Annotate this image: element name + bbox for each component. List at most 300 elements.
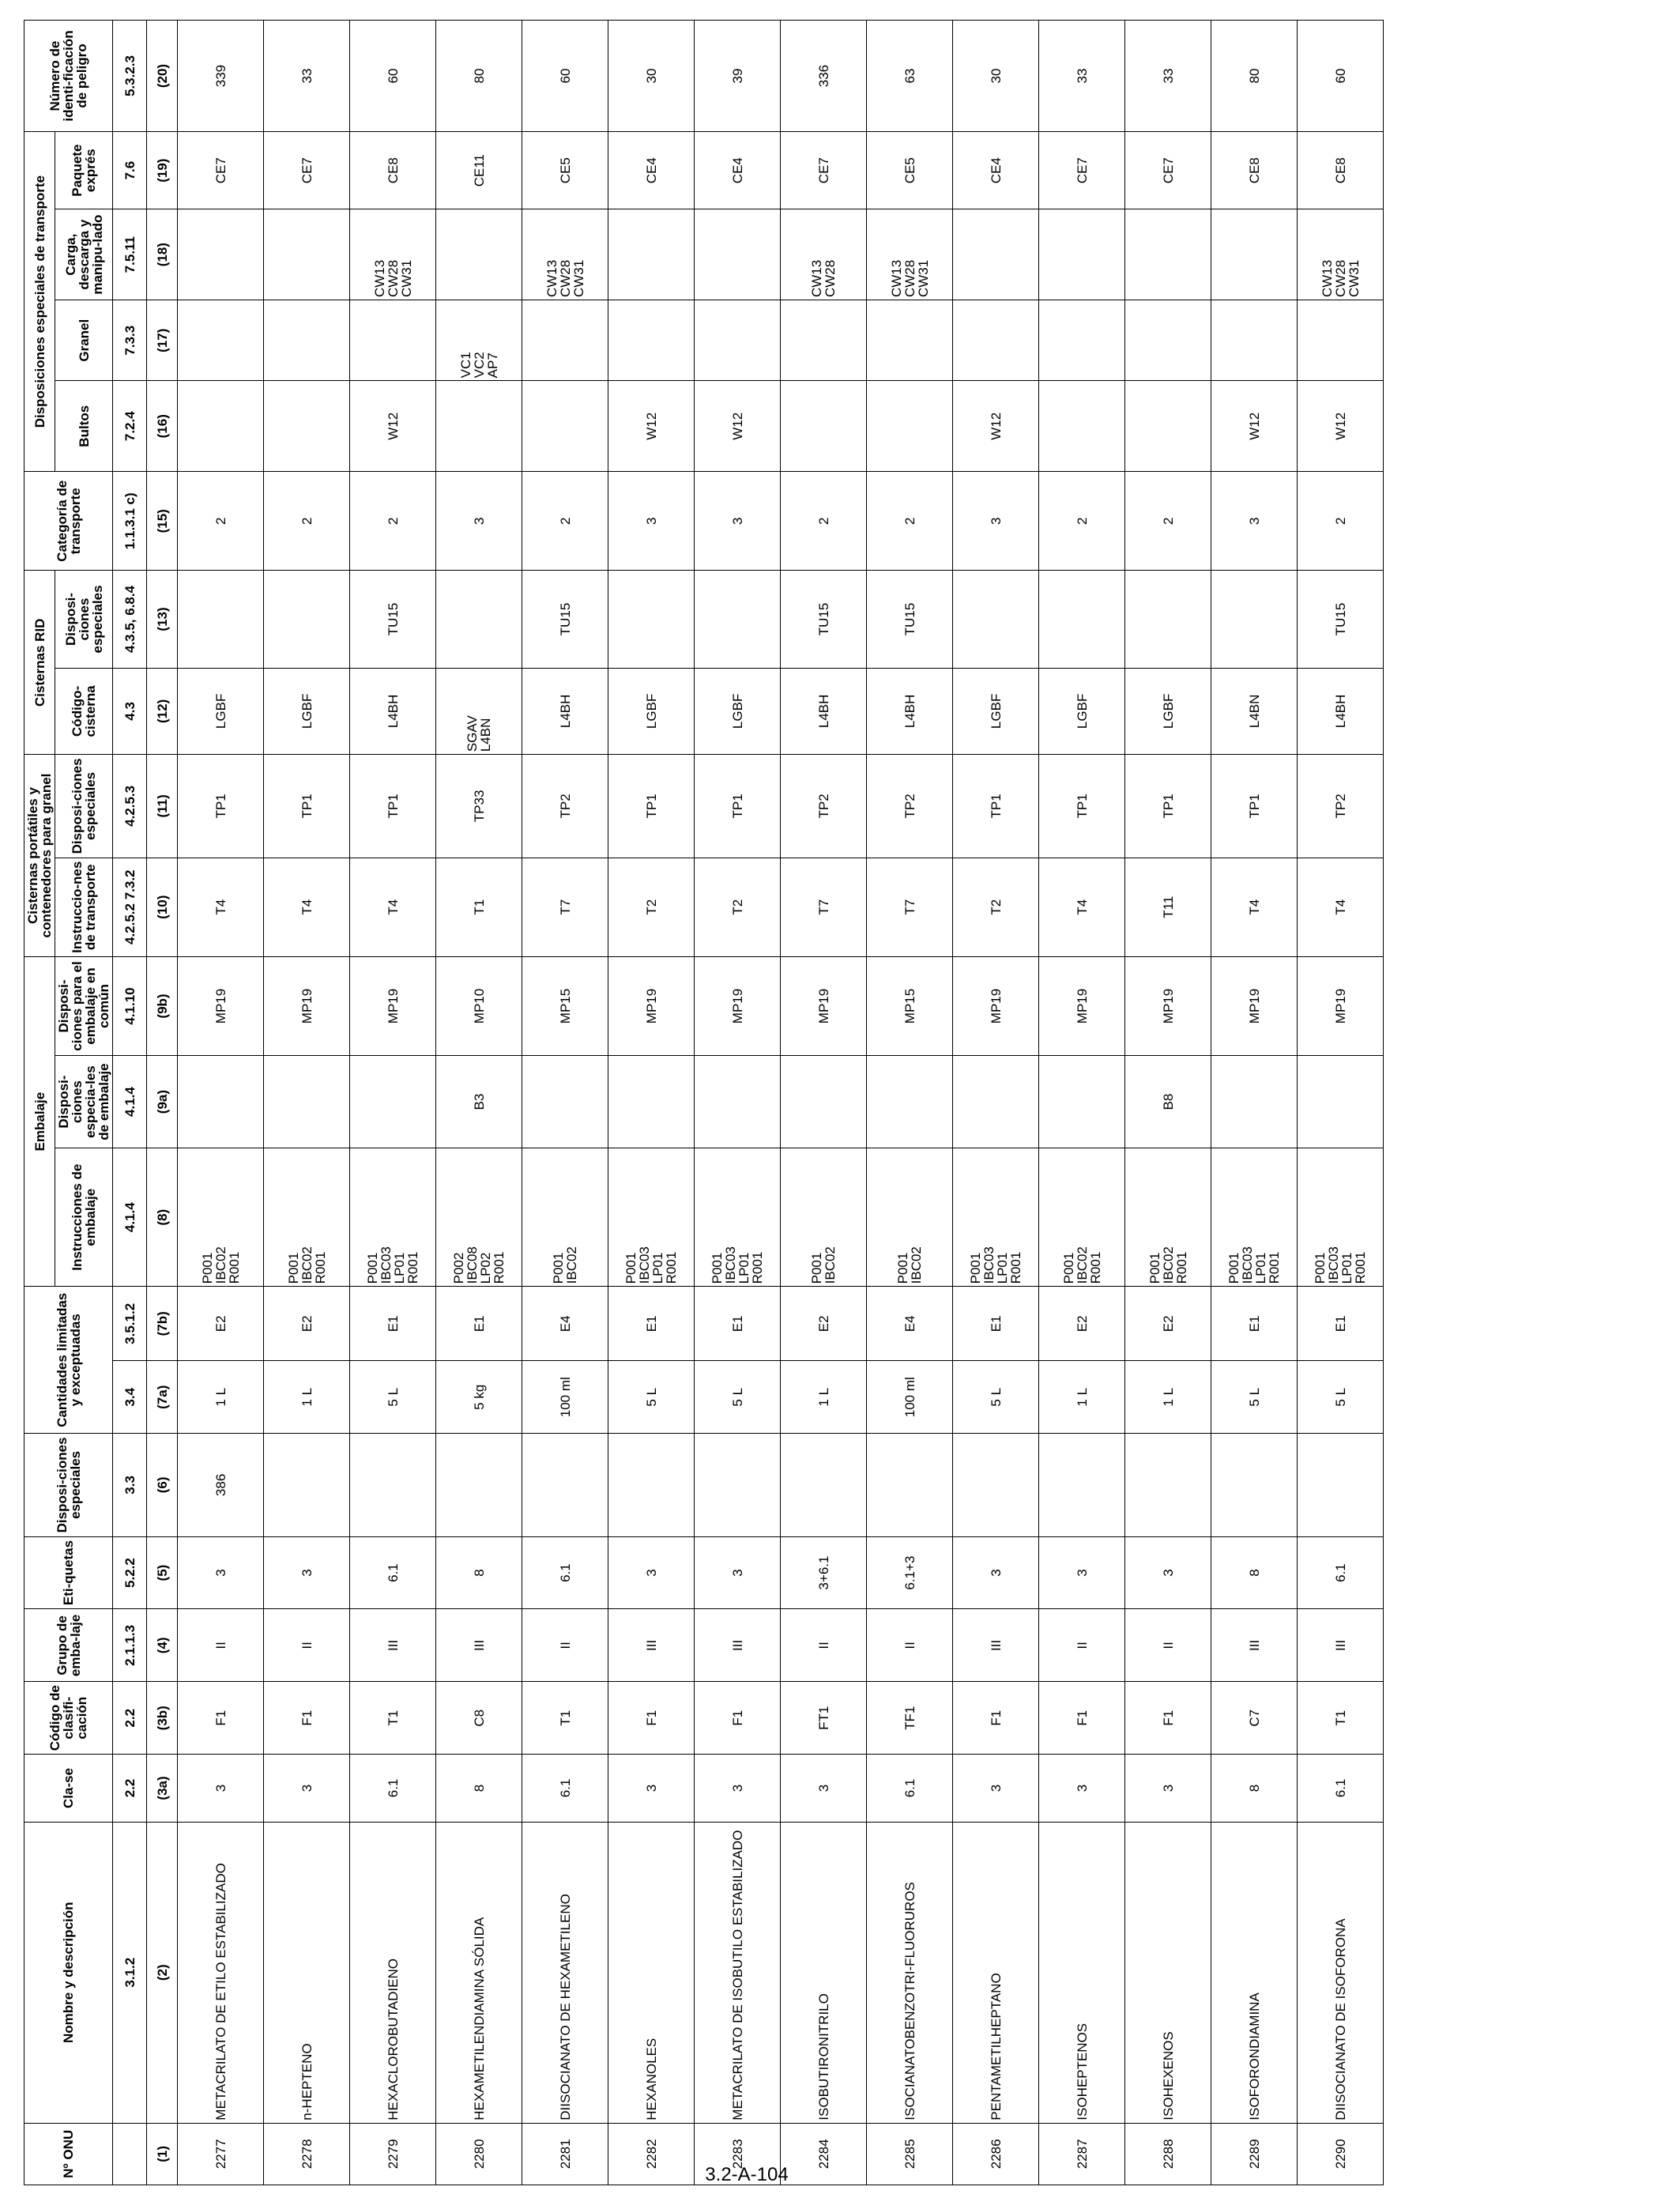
table-cell <box>350 1434 436 1536</box>
rotated-table-container <box>24 20 1368 2185</box>
table-row <box>264 21 350 2185</box>
name-cell: ISOHEPTENOS <box>1039 1822 1125 2123</box>
table-cell: LGBF <box>695 668 781 755</box>
column-number-cell: (6) <box>147 1434 178 1536</box>
header-tc: Código-cisterna <box>55 668 113 755</box>
ref-cell: 2.1.1.3 <box>113 1609 147 1682</box>
table-cell <box>264 209 350 300</box>
table-cell: 3 <box>781 1755 867 1823</box>
table-cell: L4BH <box>350 668 436 755</box>
table-row <box>1211 21 1298 2185</box>
table-cell <box>178 300 264 381</box>
table-cell <box>867 300 953 381</box>
un-number-cell: 2290 <box>1298 2123 1384 2185</box>
ref-cell: 5.2.2 <box>113 1536 147 1609</box>
table-cell: MP19 <box>264 956 350 1055</box>
table-cell <box>867 381 953 472</box>
un-number-cell: 2283 <box>695 2123 781 2185</box>
header-bulk: Granel <box>55 300 113 381</box>
table-cell: TP2 <box>867 755 953 858</box>
table-cell: P001 IBC02 <box>522 1148 608 1287</box>
table-cell: 3 <box>608 1536 695 1609</box>
table-cell: MP10 <box>436 956 522 1055</box>
table-cell <box>695 1056 781 1148</box>
table-cell: MP19 <box>1211 956 1298 1055</box>
table-cell: CE5 <box>522 132 608 209</box>
un-number-cell: 2281 <box>522 2123 608 2185</box>
table-cell: E1 <box>1298 1287 1384 1361</box>
table-cell <box>1039 1056 1125 1148</box>
table-cell: 3 <box>695 472 781 571</box>
table-cell: TP2 <box>522 755 608 858</box>
header-name: Nombre y descripción <box>24 1822 113 2123</box>
table-cell: 100 ml <box>522 1361 608 1434</box>
column-number-cell: (7a) <box>147 1361 178 1434</box>
un-number-cell: 2286 <box>953 2123 1039 2185</box>
table-cell: F1 <box>608 1682 695 1755</box>
table-cell: F1 <box>264 1682 350 1755</box>
table-cell: T4 <box>350 858 436 956</box>
table-cell <box>350 1056 436 1148</box>
table-row <box>436 21 522 2185</box>
table-cell: 6.1 <box>867 1755 953 1823</box>
column-number-cell: (15) <box>147 472 178 571</box>
column-number-cell: (16) <box>147 381 178 472</box>
table-cell: 2 <box>264 472 350 571</box>
table-row <box>350 21 436 2185</box>
column-number-cell: (3b) <box>147 1682 178 1755</box>
table-cell: T4 <box>178 858 264 956</box>
table-cell: CW13 CW28 <box>781 209 867 300</box>
column-number-cell: (8) <box>147 1148 178 1287</box>
table-cell: T2 <box>695 858 781 956</box>
table-cell: E2 <box>1125 1287 1211 1361</box>
column-number-cell: (13) <box>147 571 178 668</box>
table-cell: 5 L <box>1298 1361 1384 1434</box>
table-cell: 3 <box>953 472 1039 571</box>
table-cell: III <box>1298 1609 1384 1682</box>
table-cell: MP15 <box>522 956 608 1055</box>
table-cell: 5 L <box>1211 1361 1298 1434</box>
ref-cell: 7.5.11 <box>113 209 147 300</box>
un-number-cell: 2284 <box>781 2123 867 2185</box>
ref-cell: 3.5.1.2 <box>113 1287 147 1361</box>
table-cell: TP1 <box>1039 755 1125 858</box>
table-cell <box>1125 381 1211 472</box>
table-cell <box>178 571 264 668</box>
table-cell <box>1211 1056 1298 1148</box>
table-cell: II <box>522 1609 608 1682</box>
table-cell: MP19 <box>953 956 1039 1055</box>
table-cell: II <box>178 1609 264 1682</box>
table-cell: P001 IBC02 <box>867 1148 953 1287</box>
table-cell: 2 <box>1039 472 1125 571</box>
table-cell: 8 <box>436 1755 522 1823</box>
column-number-cell: (20) <box>147 21 178 132</box>
table-cell: TP33 <box>436 755 522 858</box>
table-cell: 80 <box>436 21 522 132</box>
table-cell: SGAV L4BN <box>436 668 522 755</box>
table-cell: 1 L <box>781 1361 867 1434</box>
table-cell: 2 <box>781 472 867 571</box>
table-cell: P001 IBC02 R001 <box>1039 1148 1125 1287</box>
table-cell <box>953 1056 1039 1148</box>
table-cell <box>264 300 350 381</box>
table-cell: CE4 <box>953 132 1039 209</box>
table-cell: W12 <box>350 381 436 472</box>
table-cell: 3 <box>264 1755 350 1823</box>
ref-cell: 2.2 <box>113 1755 147 1823</box>
header-tsp: Disposi-ciones especiales <box>55 755 113 858</box>
table-cell: CE7 <box>1125 132 1211 209</box>
table-cell <box>953 300 1039 381</box>
table-cell: T2 <box>953 858 1039 956</box>
table-cell <box>1211 1434 1298 1536</box>
table-cell <box>608 209 695 300</box>
table-cell <box>695 300 781 381</box>
column-number-row <box>147 21 178 2185</box>
table-cell: T4 <box>1039 858 1125 956</box>
table-cell: II <box>1125 1609 1211 1682</box>
name-cell: ISOBUTIRONITRILO <box>781 1822 867 2123</box>
table-cell: P001 IBC03 LP01 R001 <box>953 1148 1039 1287</box>
table-cell: 8 <box>436 1536 522 1609</box>
table-cell: 3 <box>178 1536 264 1609</box>
column-number-cell: (18) <box>147 209 178 300</box>
table-cell: CE4 <box>608 132 695 209</box>
table-cell: LGBF <box>953 668 1039 755</box>
table-row <box>781 21 867 2185</box>
column-number-cell: (1) <box>147 2123 178 2185</box>
header-hin: Número de identi-ficación de peligro <box>24 21 113 132</box>
table-cell <box>953 209 1039 300</box>
table-cell: 60 <box>1298 21 1384 132</box>
table-cell: 5 L <box>350 1361 436 1434</box>
table-cell: 33 <box>1125 21 1211 132</box>
table-cell <box>781 1056 867 1148</box>
column-number-cell: (5) <box>147 1536 178 1609</box>
table-cell: CW13 CW28 CW31 <box>1298 209 1384 300</box>
table-cell: W12 <box>1211 381 1298 472</box>
table-cell: MP19 <box>1125 956 1211 1055</box>
table-cell: LGBF <box>608 668 695 755</box>
table-cell <box>953 1434 1039 1536</box>
table-cell: E1 <box>436 1287 522 1361</box>
table-cell: 3 <box>178 1755 264 1823</box>
column-number-cell: (9a) <box>147 1056 178 1148</box>
table-cell: 3 <box>953 1755 1039 1823</box>
table-cell: P002 IBC08 LP02 R001 <box>436 1148 522 1287</box>
name-cell: DIISOCIANATO DE ISOFORONA <box>1298 1822 1384 2123</box>
table-row <box>522 21 608 2185</box>
table-cell: CE8 <box>350 132 436 209</box>
table-cell: 30 <box>953 21 1039 132</box>
table-cell: T1 <box>436 858 522 956</box>
table-cell: 2 <box>1298 472 1384 571</box>
table-cell: CW13 CW28 CW31 <box>867 209 953 300</box>
table-cell: III <box>436 1609 522 1682</box>
table-cell <box>695 209 781 300</box>
table-cell: 3 <box>953 1536 1039 1609</box>
table-row <box>608 21 695 2185</box>
table-cell: 3 <box>608 1755 695 1823</box>
table-cell <box>608 571 695 668</box>
table-cell: E2 <box>178 1287 264 1361</box>
table-cell: 6.1 <box>350 1536 436 1609</box>
ref-cell: 3.3 <box>113 1434 147 1536</box>
table-cell: TU15 <box>1298 571 1384 668</box>
un-number-cell: 2278 <box>264 2123 350 2185</box>
table-cell: P001 IBC02 R001 <box>264 1148 350 1287</box>
table-cell: CE7 <box>1039 132 1125 209</box>
table-cell: MP19 <box>695 956 781 1055</box>
table-cell: T7 <box>522 858 608 956</box>
table-cell <box>1125 300 1211 381</box>
table-row <box>867 21 953 2185</box>
table-cell: 2 <box>522 472 608 571</box>
table-cell: E1 <box>608 1287 695 1361</box>
table-cell: 6.1 <box>1298 1536 1384 1609</box>
header-un: Nº ONU <box>24 2123 113 2185</box>
table-cell: 3 <box>1211 472 1298 571</box>
page-number: 3.2-A-104 <box>705 2164 789 2185</box>
un-number-cell: 2282 <box>608 2123 695 2185</box>
table-cell: B3 <box>436 1056 522 1148</box>
ref-cell: 5.3.2.3 <box>113 21 147 132</box>
ref-cell: 7.2.4 <box>113 381 147 472</box>
column-number-cell: (9b) <box>147 956 178 1055</box>
table-cell: L4BH <box>867 668 953 755</box>
table-cell: P001 IBC02 <box>781 1148 867 1287</box>
table-cell <box>264 1056 350 1148</box>
table-cell <box>178 381 264 472</box>
table-cell: VC1 VC2 AP7 <box>436 300 522 381</box>
un-number-cell: 2287 <box>1039 2123 1125 2185</box>
table-cell: CE8 <box>1211 132 1298 209</box>
table-cell: CW13 CW28 CW31 <box>350 209 436 300</box>
table-cell: 6.1+3 <box>867 1536 953 1609</box>
table-cell <box>436 1434 522 1536</box>
ref-cell: 7.6 <box>113 132 147 209</box>
table-cell: III <box>695 1609 781 1682</box>
table-cell: II <box>867 1609 953 1682</box>
table-cell: T1 <box>522 1682 608 1755</box>
table-cell: T1 <box>1298 1682 1384 1755</box>
table-cell: CE5 <box>867 132 953 209</box>
column-number-cell: (11) <box>147 755 178 858</box>
column-number-cell: (2) <box>147 1822 178 2123</box>
table-cell: 63 <box>867 21 953 132</box>
table-cell: CE7 <box>264 132 350 209</box>
ref-cell: 4.1.4 <box>113 1148 147 1287</box>
table-cell <box>178 1056 264 1148</box>
table-cell: E1 <box>695 1287 781 1361</box>
table-cell: W12 <box>695 381 781 472</box>
table-cell <box>1298 1434 1384 1536</box>
table-cell <box>1039 381 1125 472</box>
table-cell: TP2 <box>1298 755 1384 858</box>
table-cell: TP2 <box>781 755 867 858</box>
table-cell: 6.1 <box>522 1536 608 1609</box>
table-cell <box>522 1434 608 1536</box>
table-cell: LGBF <box>1039 668 1125 755</box>
table-cell: T4 <box>264 858 350 956</box>
table-cell: TP1 <box>695 755 781 858</box>
table-cell: CE7 <box>781 132 867 209</box>
table-cell: LGBF <box>1125 668 1211 755</box>
table-row <box>695 21 781 2185</box>
table-cell: E1 <box>1211 1287 1298 1361</box>
table-cell: P001 IBC02 R001 <box>1125 1148 1211 1287</box>
table-cell <box>1298 1056 1384 1148</box>
un-number-cell: 2279 <box>350 2123 436 2185</box>
table-cell: F1 <box>1125 1682 1211 1755</box>
table-cell: 3 <box>436 472 522 571</box>
table-cell: TP1 <box>178 755 264 858</box>
table-cell: CE11 <box>436 132 522 209</box>
table-cell <box>781 300 867 381</box>
un-number-cell: 2288 <box>1125 2123 1211 2185</box>
table-cell <box>953 571 1039 668</box>
table-cell: F1 <box>1039 1682 1125 1755</box>
table-cell: 3 <box>695 1755 781 1823</box>
table-cell: II <box>264 1609 350 1682</box>
header-lq: Cantidades limitadas y exceptuadas <box>24 1287 113 1434</box>
ref-cell: 1.1.3.1 c) <box>113 472 147 571</box>
table-cell: II <box>1039 1609 1125 1682</box>
table-cell: CE7 <box>178 132 264 209</box>
table-cell: 336 <box>781 21 867 132</box>
un-number-cell: 2289 <box>1211 2123 1298 2185</box>
table-cell <box>1298 300 1384 381</box>
table-cell: 6.1 <box>522 1755 608 1823</box>
table-cell: 3 <box>1039 1536 1125 1609</box>
table-cell: FT1 <box>781 1682 867 1755</box>
table-cell: P001 IBC03 LP01 R001 <box>695 1148 781 1287</box>
un-number-cell: 2285 <box>867 2123 953 2185</box>
table-cell: 60 <box>350 21 436 132</box>
table-cell: 3 <box>1125 1536 1211 1609</box>
table-cell <box>867 1056 953 1148</box>
ref-cell: 4.3 <box>113 668 147 755</box>
name-cell: ISOFORONDIAMINA <box>1211 1822 1298 2123</box>
table-cell <box>436 381 522 472</box>
table-cell: TU15 <box>350 571 436 668</box>
header-pi: Instrucciones de embalaje <box>55 1148 113 1287</box>
column-number-cell: (10) <box>147 858 178 956</box>
table-cell: TP1 <box>264 755 350 858</box>
table-cell: TP1 <box>953 755 1039 858</box>
table-cell: 2 <box>867 472 953 571</box>
table-cell <box>1125 571 1211 668</box>
table-cell: MP19 <box>781 956 867 1055</box>
table-row <box>953 21 1039 2185</box>
name-cell: HEXAMETILENDIAMINA SÓLIDA <box>436 1822 522 2123</box>
table-cell <box>522 300 608 381</box>
table-cell <box>436 209 522 300</box>
table-cell: MP19 <box>350 956 436 1055</box>
table-cell: 8 <box>1211 1536 1298 1609</box>
table-cell: MP19 <box>178 956 264 1055</box>
table-cell: C8 <box>436 1682 522 1755</box>
ref-cell: 7.3.3 <box>113 300 147 381</box>
table-cell: B8 <box>1125 1056 1211 1148</box>
table-cell <box>608 1434 695 1536</box>
table-cell <box>350 300 436 381</box>
table-cell: III <box>350 1609 436 1682</box>
table-cell <box>608 300 695 381</box>
table-cell: 33 <box>1039 21 1125 132</box>
table-cell: MP19 <box>1298 956 1384 1055</box>
table-cell: 5 kg <box>436 1361 522 1434</box>
table-cell: III <box>953 1609 1039 1682</box>
column-number-cell: (19) <box>147 132 178 209</box>
table-cell: 1 L <box>1125 1361 1211 1434</box>
ref-cell <box>113 2123 147 2185</box>
table-cell: 6.1 <box>1298 1755 1384 1823</box>
table-cell <box>781 381 867 472</box>
ref-cell: 4.1.10 <box>113 956 147 1055</box>
table-cell: E4 <box>867 1287 953 1361</box>
table-cell <box>1211 300 1298 381</box>
name-cell: HEXACLOROBUTADIENO <box>350 1822 436 2123</box>
table-cell: TP1 <box>350 755 436 858</box>
reference-row <box>113 21 147 2185</box>
name-cell: PENTAMETILHEPTANO <box>953 1822 1039 2123</box>
ref-cell: 4.2.5.2 7.3.2 <box>113 858 147 956</box>
table-cell: 1 L <box>178 1361 264 1434</box>
name-cell: ISOCIANATOBENZOTRI-FLUORUROS <box>867 1822 953 2123</box>
table-cell <box>264 571 350 668</box>
header-tsp2: Disposi-ciones especiales <box>55 571 113 668</box>
table-cell: 80 <box>1211 21 1298 132</box>
table-cell: L4BH <box>1298 668 1384 755</box>
table-cell: 2 <box>1125 472 1211 571</box>
header-portable: Cisternas portátiles y contenedores para granel <box>24 755 55 957</box>
header-spp: Disposi-ciones especia-les de embalaje <box>55 1056 113 1148</box>
table-cell <box>608 1056 695 1148</box>
table-row <box>178 21 264 2185</box>
table-cell: T7 <box>781 858 867 956</box>
table-cell <box>264 381 350 472</box>
table-cell <box>1039 571 1125 668</box>
table-cell: 386 <box>178 1434 264 1536</box>
table-cell: T11 <box>1125 858 1211 956</box>
table-cell: 2 <box>178 472 264 571</box>
table-cell: CE8 <box>1298 132 1384 209</box>
table-cell: 39 <box>695 21 781 132</box>
header-special: Disposiciones especiales de transporte <box>24 132 55 472</box>
table-cell: 3 <box>695 1536 781 1609</box>
column-number-cell: (7b) <box>147 1287 178 1361</box>
ref-cell: 2.2 <box>113 1682 147 1755</box>
header-rid: Cisternas RID <box>24 571 55 755</box>
table-cell: E1 <box>350 1287 436 1361</box>
table-cell: TP1 <box>1125 755 1211 858</box>
name-cell: HEXANOLES <box>608 1822 695 2123</box>
name-cell: ISOHEXENOS <box>1125 1822 1211 2123</box>
table-cell: E4 <box>522 1287 608 1361</box>
table-cell: LGBF <box>178 668 264 755</box>
table-cell: T2 <box>608 858 695 956</box>
table-cell <box>1211 571 1298 668</box>
table-row <box>1125 21 1211 2185</box>
table-cell: L4BN <box>1211 668 1298 755</box>
column-number-cell: (3a) <box>147 1755 178 1823</box>
table-cell: TU15 <box>522 571 608 668</box>
table-cell: CE4 <box>695 132 781 209</box>
name-cell: METACRILATO DE ETILO ESTABILIZADO <box>178 1822 264 2123</box>
